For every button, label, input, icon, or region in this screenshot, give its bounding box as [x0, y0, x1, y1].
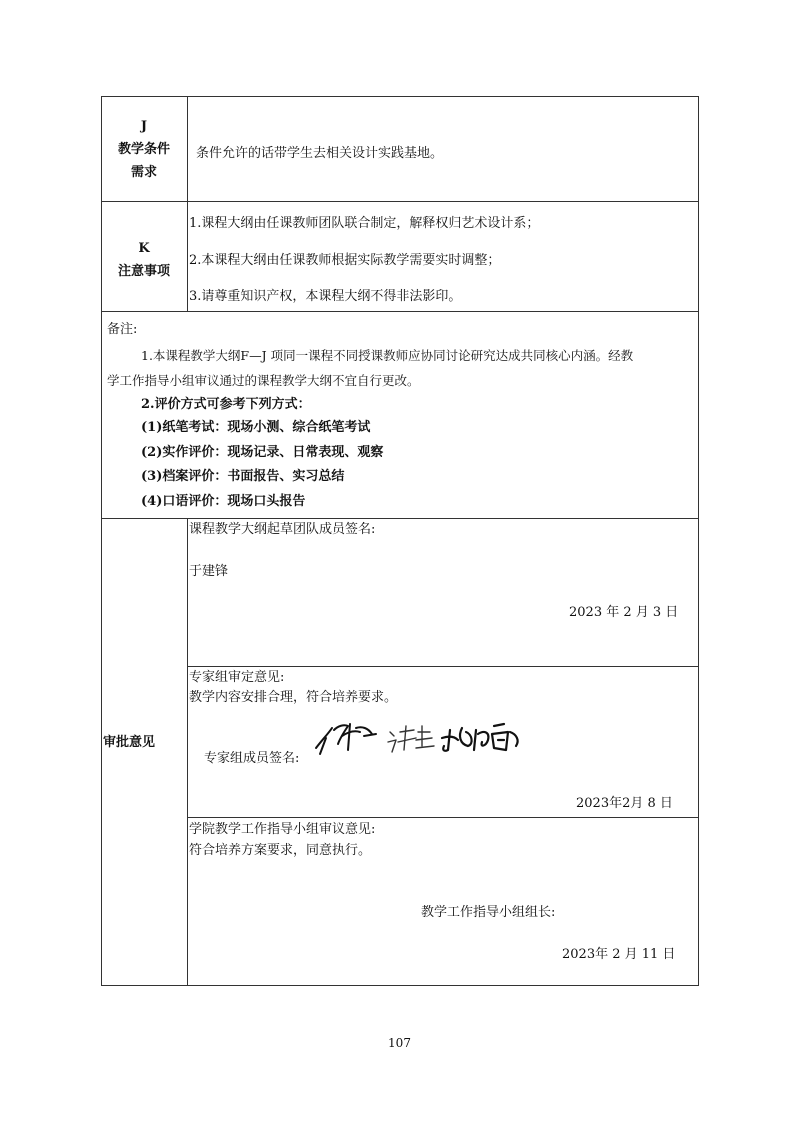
expert-date: 2023年2月 8 日 [576, 796, 673, 811]
notes-method-1: (1)纸笔考试：现场小测、综合纸笔考试 [141, 420, 371, 435]
college-label: 学院教学工作指导小组审议意见: [189, 822, 376, 837]
college-leader-label: 教学工作指导小组组长: [421, 905, 556, 920]
notes-method-3: (3)档案评价：书面报告、实习总结 [141, 469, 345, 484]
section-k-letter: K [138, 241, 150, 256]
notes-line-2: 学工作指导小组审议通过的课程教学大纲不宜自行更改。 [107, 373, 420, 388]
row-divider-k-notes [101, 311, 699, 312]
signature-2 [388, 726, 434, 752]
notes-line-1: 1.本课程教学大纲F—J 项同一课程不同授课教师应协同讨论研究达成共同核心内涵。经教 [141, 348, 634, 363]
col-divider-upper [187, 96, 188, 311]
expert-label: 专家组审定意见: [189, 670, 285, 685]
notes-heading-2: 2.评价方式可参考下列方式： [141, 397, 311, 412]
signature-1 [316, 724, 376, 754]
section-k-item-2: 2.本课程大纲由任课教师根据实际教学需要实时调整； [189, 253, 501, 268]
expert-opinion: 教学内容安排合理，符合培养要求。 [189, 690, 398, 705]
section-j-title-line2: 需求 [130, 165, 157, 180]
college-date: 2023年 2 月 11 日 [562, 947, 676, 962]
row-divider-expert-college [187, 817, 699, 818]
notes-method-2: (2)实作评价：现场记录、日常表现、观察 [141, 445, 384, 460]
notes-label: 备注: [107, 322, 138, 337]
section-j-content: 条件允许的话带学生去相关设计实践基地。 [196, 146, 444, 161]
expert-sign-label: 专家组成员签名: [204, 751, 300, 766]
college-opinion: 符合培养方案要求，同意执行。 [189, 843, 372, 858]
row-divider-notes-approval [101, 518, 699, 519]
signature-3 [442, 724, 518, 751]
section-k-item-1: 1.课程大纲由任课教师团队联合制定，解释权归艺术设计系； [189, 216, 540, 231]
approval-title: 审批意见 [103, 735, 156, 750]
row-divider-drafting-expert [187, 666, 699, 667]
drafting-date: 2023 年 2 月 3 日 [569, 605, 679, 620]
drafting-label: 课程教学大纲起草团队成员签名: [189, 522, 376, 537]
row-divider-j-k [101, 201, 699, 202]
col-divider-lower [187, 518, 188, 986]
expert-signatures [312, 710, 532, 770]
drafting-member: 于建锋 [189, 564, 229, 579]
notes-method-4: (4)口语评价：现场口头报告 [141, 494, 306, 509]
page-number: 107 [388, 1036, 411, 1050]
section-k-title: 注意事项 [117, 264, 170, 279]
section-j-title-line1: 教学条件 [117, 142, 170, 157]
section-k-item-3: 3.请尊重知识产权，本课程大纲不得非法影印。 [189, 289, 462, 304]
section-j-letter: J [140, 119, 148, 134]
